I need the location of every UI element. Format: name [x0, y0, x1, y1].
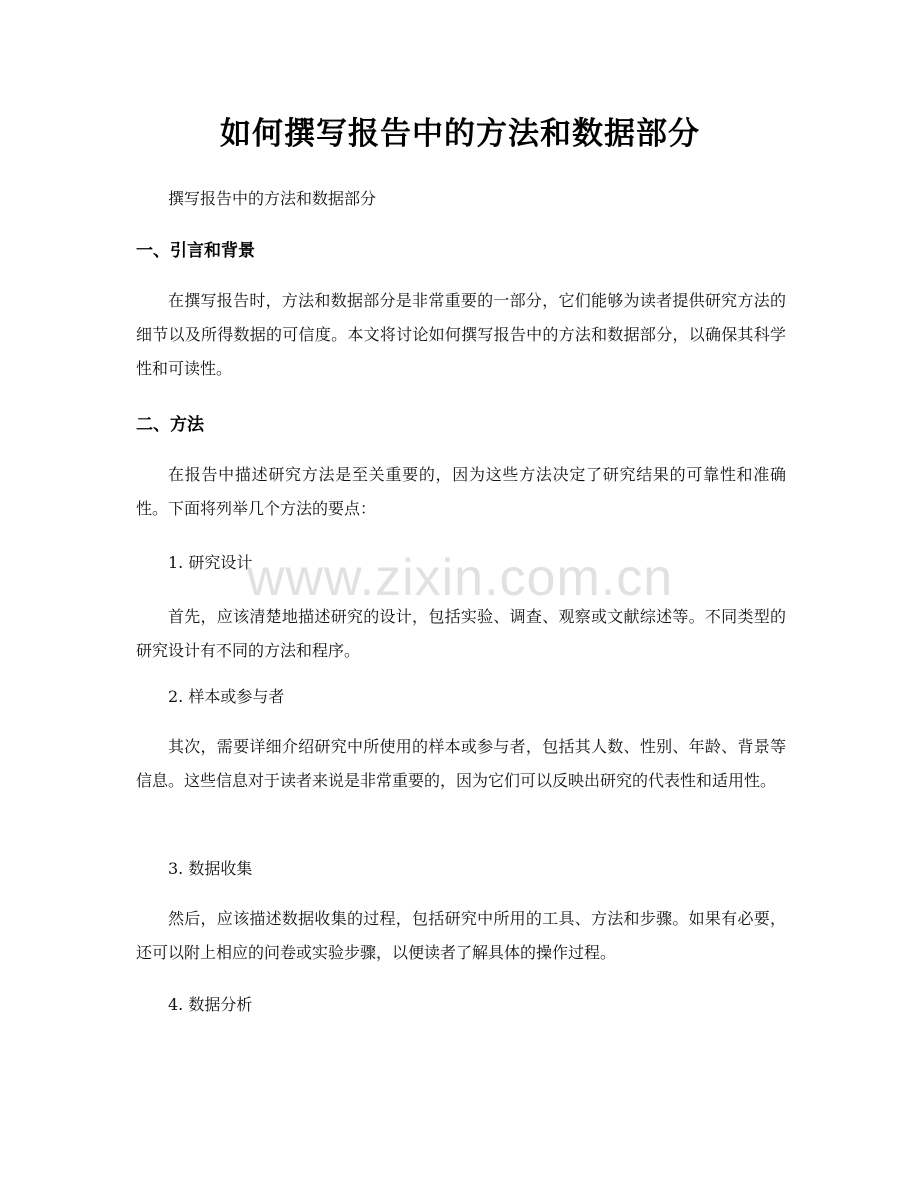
list-item-text: 其次，需要详细介绍研究中所使用的样本或参与者，包括其人数、性别、年龄、背景等信息。这些信息对于读者来说是非常重要的，因为它们可以反映出研究的代表性和适用性。 — [136, 737, 786, 790]
list-item-label: 2. 样本或参与者 — [168, 687, 285, 706]
watermark: www.zixin.com.cn — [246, 549, 674, 607]
section-heading-method: 二、方法 — [136, 415, 204, 435]
list-item-label: 4. 数据分析 — [168, 995, 253, 1014]
list-item-text: 然后，应该描述数据收集的过程，包括研究中所用的工具、方法和步骤。如果有必要，还可以附上相应的问卷或实验步骤，以便读者了解具体的操作过程。 — [136, 909, 786, 962]
list-item-text: 首先，应该清楚地描述研究的设计，包括实验、调查、观察或文献综述等。不同类型的研究设计有不同的方法和程序。 — [136, 607, 786, 660]
list-item-label: 3. 数据收集 — [168, 859, 253, 878]
intro-paragraph: 在撰写报告时，方法和数据部分是非常重要的一部分，它们能够为读者提供研究方法的细节以及所得数据的可信度。本文将讨论如何撰写报告中的方法和数据部分，以确保其科学性和可读性。 — [136, 291, 786, 378]
document-subtitle: 撰写报告中的方法和数据部分 — [168, 189, 377, 208]
document-title: 如何撰写报告中的方法和数据部分 — [220, 116, 700, 152]
section-heading-intro: 一、引言和背景 — [136, 241, 255, 261]
method-paragraph: 在报告中描述研究方法是至关重要的，因为这些方法决定了研究结果的可靠性和准确性。下面将列举几个方法的要点： — [136, 465, 786, 518]
list-item-label: 1. 研究设计 — [168, 553, 253, 572]
